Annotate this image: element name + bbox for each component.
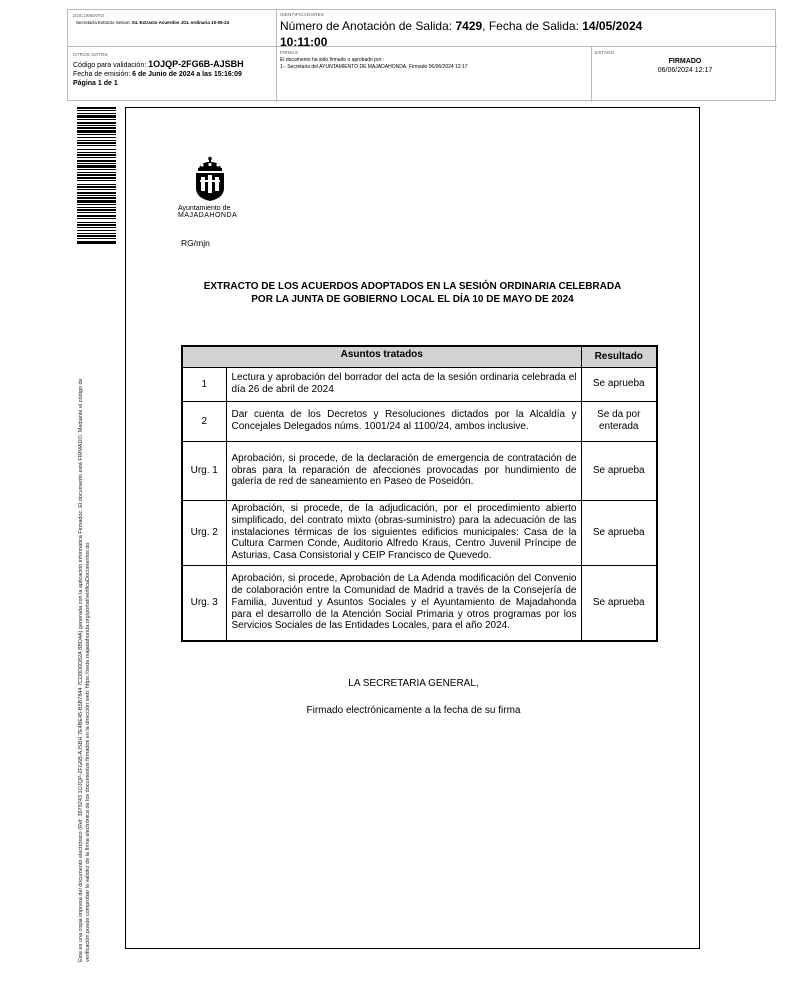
- row-asunto: Aprobación, si procede, de la adjudicación, por el procedimiento abierto simplificado, del contrato mixto (obras-suministro) para la adecuación de las instalaciones térmicas de los siguientes edificios municipales: Casa de la Cultura Carmen Conde, Auditorio Alfredo Kraus, Centro Juvenil Príncipe de Asturias, Casa Consistorial y CEIP Francisco de Quevedo.: [226, 500, 581, 565]
- estado-label: ESTADO: [595, 50, 615, 55]
- firma-texto: Firmado electrónicamente a la fecha de su firma: [306, 705, 521, 716]
- firma-cargo: LA SECRETARIA GENERAL,: [348, 678, 479, 689]
- header-resultado: Resultado: [581, 346, 657, 367]
- otros-datos-cell: [73, 52, 273, 88]
- barcode-image: [77, 107, 116, 275]
- firmas-line1: El documento ha sido firmado o aprobado por :: [280, 57, 385, 63]
- row-resultado: Se da por enterada: [581, 401, 657, 441]
- table-row: [182, 367, 657, 401]
- row-number: Urg. 2: [182, 500, 226, 565]
- side-verification-text: Este es una copia impresa del documento electrónico (Ref: 3679243 1OJQP-2FG6B-AJSBH 7E4BE45-B5B7844 7CD8D0D82A 8BD4A) generada con la aplicación informática Firmadoc. El documento está FIRMADO. Mediante el código de verificación puede comprobar la validez de la firma electrónica de los documentos firmados en la dirección web: https://sede.majadahonda.org/portal/verificaDocumentos.do: [78, 378, 92, 962]
- registro-cell: [280, 12, 770, 50]
- codigo-validacion: Código para validación: 1OJQP-2FG6B-AJSBH: [73, 59, 244, 69]
- row-resultado: Se aprueba: [581, 565, 657, 641]
- documento-label: DOCUMENTO: [73, 13, 105, 18]
- otros-label: OTROS DATOS: [73, 52, 108, 57]
- registro-salida: Número de Anotación de Salida: 7429, Fecha de Salida: 14/05/2024 10:11:00: [280, 19, 643, 49]
- row-asunto: Aprobación, si procede, de la declaración de emergencia de contratación de obras para la reparación de afecciones provocadas por hundimiento de galería de red de saneamiento en Paseo de Poseidón.: [226, 441, 581, 500]
- documento-cell: [73, 13, 273, 27]
- firmas-label: FIRMAS: [280, 50, 299, 55]
- document-title: EXTRACTO DE LOS ACUERDOS ADOPTADOS EN LA SESIÓN ORDINARIA CELEBRADA POR LA JUNTA DE GOBIERNO LOCAL EL DÍA 10 DE MAYO DE 2024: [203, 281, 622, 305]
- table-row: [182, 441, 657, 500]
- logo-line1: Ayuntamiento de: [178, 205, 231, 212]
- row-resultado: Se aprueba: [581, 500, 657, 565]
- firmas-line2: 1.- Secretaria del AYUNTAMIENTO DE MAJADAHONDA. Firmado 06/06/2024 12:17: [280, 64, 468, 70]
- row-resultado: Se aprueba: [581, 441, 657, 500]
- estado-value: FIRMADO: [668, 58, 702, 65]
- estado-cell: [595, 50, 775, 75]
- estado-fecha: 06/06/2024 12:17: [657, 67, 713, 74]
- acuerdos-table: [181, 345, 658, 642]
- firmas-cell: [280, 50, 588, 71]
- row-resultado: Se aprueba: [581, 367, 657, 401]
- row-number: 2: [182, 401, 226, 441]
- registro-label: IDENTIFICADORES: [280, 12, 325, 17]
- row-asunto: Dar cuenta de los Decretos y Resoluciones dictados por la Alcaldía y Concejales Delegados núms. 1001/24 al 1100/24, ambos inclusive.: [226, 401, 581, 441]
- row-number: 1: [182, 367, 226, 401]
- table-row: [182, 500, 657, 565]
- table-row: [182, 401, 657, 441]
- document-metadata-header: [67, 9, 776, 101]
- crown-shield-icon: [192, 156, 228, 202]
- table-row: [182, 565, 657, 641]
- logo-line2: MAJADAHONDA: [178, 212, 238, 219]
- table-header-row: [182, 346, 657, 367]
- row-number: Urg. 1: [182, 441, 226, 500]
- documento-name: Secretaría Extracto Sesion: 04. Extracto Acuerdos JGL ordinaria 10-05-24: [76, 20, 230, 25]
- pagina: Página 1 de 1: [73, 80, 118, 87]
- ayuntamiento-logo: [178, 156, 244, 219]
- reference-initials: RG/mjn: [181, 238, 210, 248]
- row-asunto: Aprobación, si procede, Aprobación de La Adenda modificación del Convenio de colaboración entre la Comunidad de Madrid a través de la Consejería de Familia, Juventud y Asuntos Sociales y el Ayuntamiento de Majadahonda para el desarrollo de la Atención Social Primaria y otros programas por los Servicios Sociales de las Entidades Locales, para el año 2024.: [226, 565, 581, 641]
- header-asuntos: Asuntos tratados: [182, 346, 581, 367]
- document-page: [125, 107, 700, 949]
- row-number: Urg. 3: [182, 565, 226, 641]
- fecha-emision: Fecha de emisión: 6 de Junio de 2024 a las 15:16:09: [73, 71, 242, 78]
- row-asunto: Lectura y aprobación del borrador del acta de la sesión ordinaria celebrada el día 26 de abril de 2024: [226, 367, 581, 401]
